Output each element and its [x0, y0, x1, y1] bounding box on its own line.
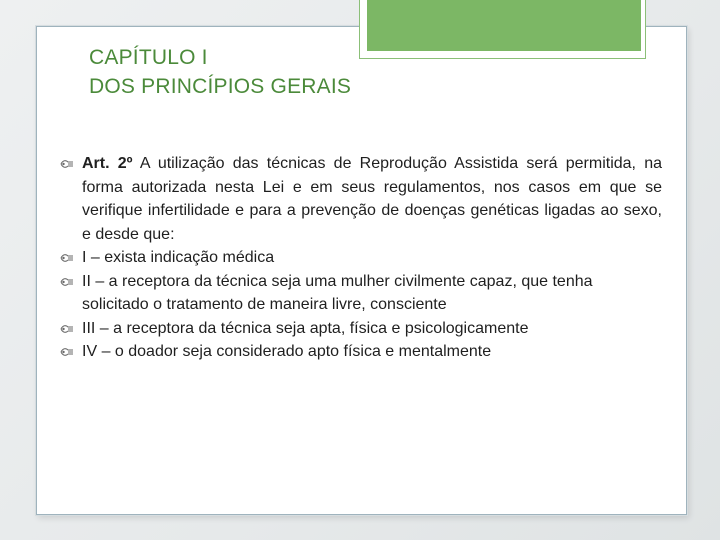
- fleuron-icon: [60, 277, 74, 287]
- list-item-i: [60, 246, 662, 270]
- list-item-ii: [60, 270, 662, 317]
- list-item-iv: [60, 340, 662, 364]
- title-line-2: DOS PRINCÍPIOS GERAIS: [89, 75, 352, 98]
- fleuron-icon: [60, 253, 74, 263]
- item-text: IV – o doador seja considerado apto física e mentalmente: [82, 343, 492, 360]
- item-text: III – a receptora da técnica seja apta, física e psicologicamente: [82, 319, 529, 337]
- fleuron-icon: [60, 347, 74, 357]
- list-item-art2: [60, 152, 662, 246]
- item-text: I – exista indicação médica: [82, 249, 275, 266]
- accent-block: [367, 0, 641, 51]
- fleuron-icon: [60, 324, 74, 334]
- slide-title: [89, 43, 351, 101]
- fleuron-icon: [60, 159, 74, 169]
- article-text: A utilização das técnicas de Reprodução Assistida será permitida, na forma autorizada nesta Lei e em seus regulamentos, nos casos em que se verifique infertilidade e para a prevenção de doenças genéticas ligadas ao sexo, e desde que:: [82, 155, 662, 243]
- title-line-1: CAPÍTULO I: [89, 46, 208, 69]
- list-item-iii: [60, 317, 662, 341]
- article-label: Art. 2º: [82, 155, 133, 172]
- content-list: [60, 152, 662, 364]
- item-text: II – a receptora da técnica seja uma mulher civilmente capaz, que tenha solicitado o tratamento de maneira livre, consciente: [82, 272, 593, 313]
